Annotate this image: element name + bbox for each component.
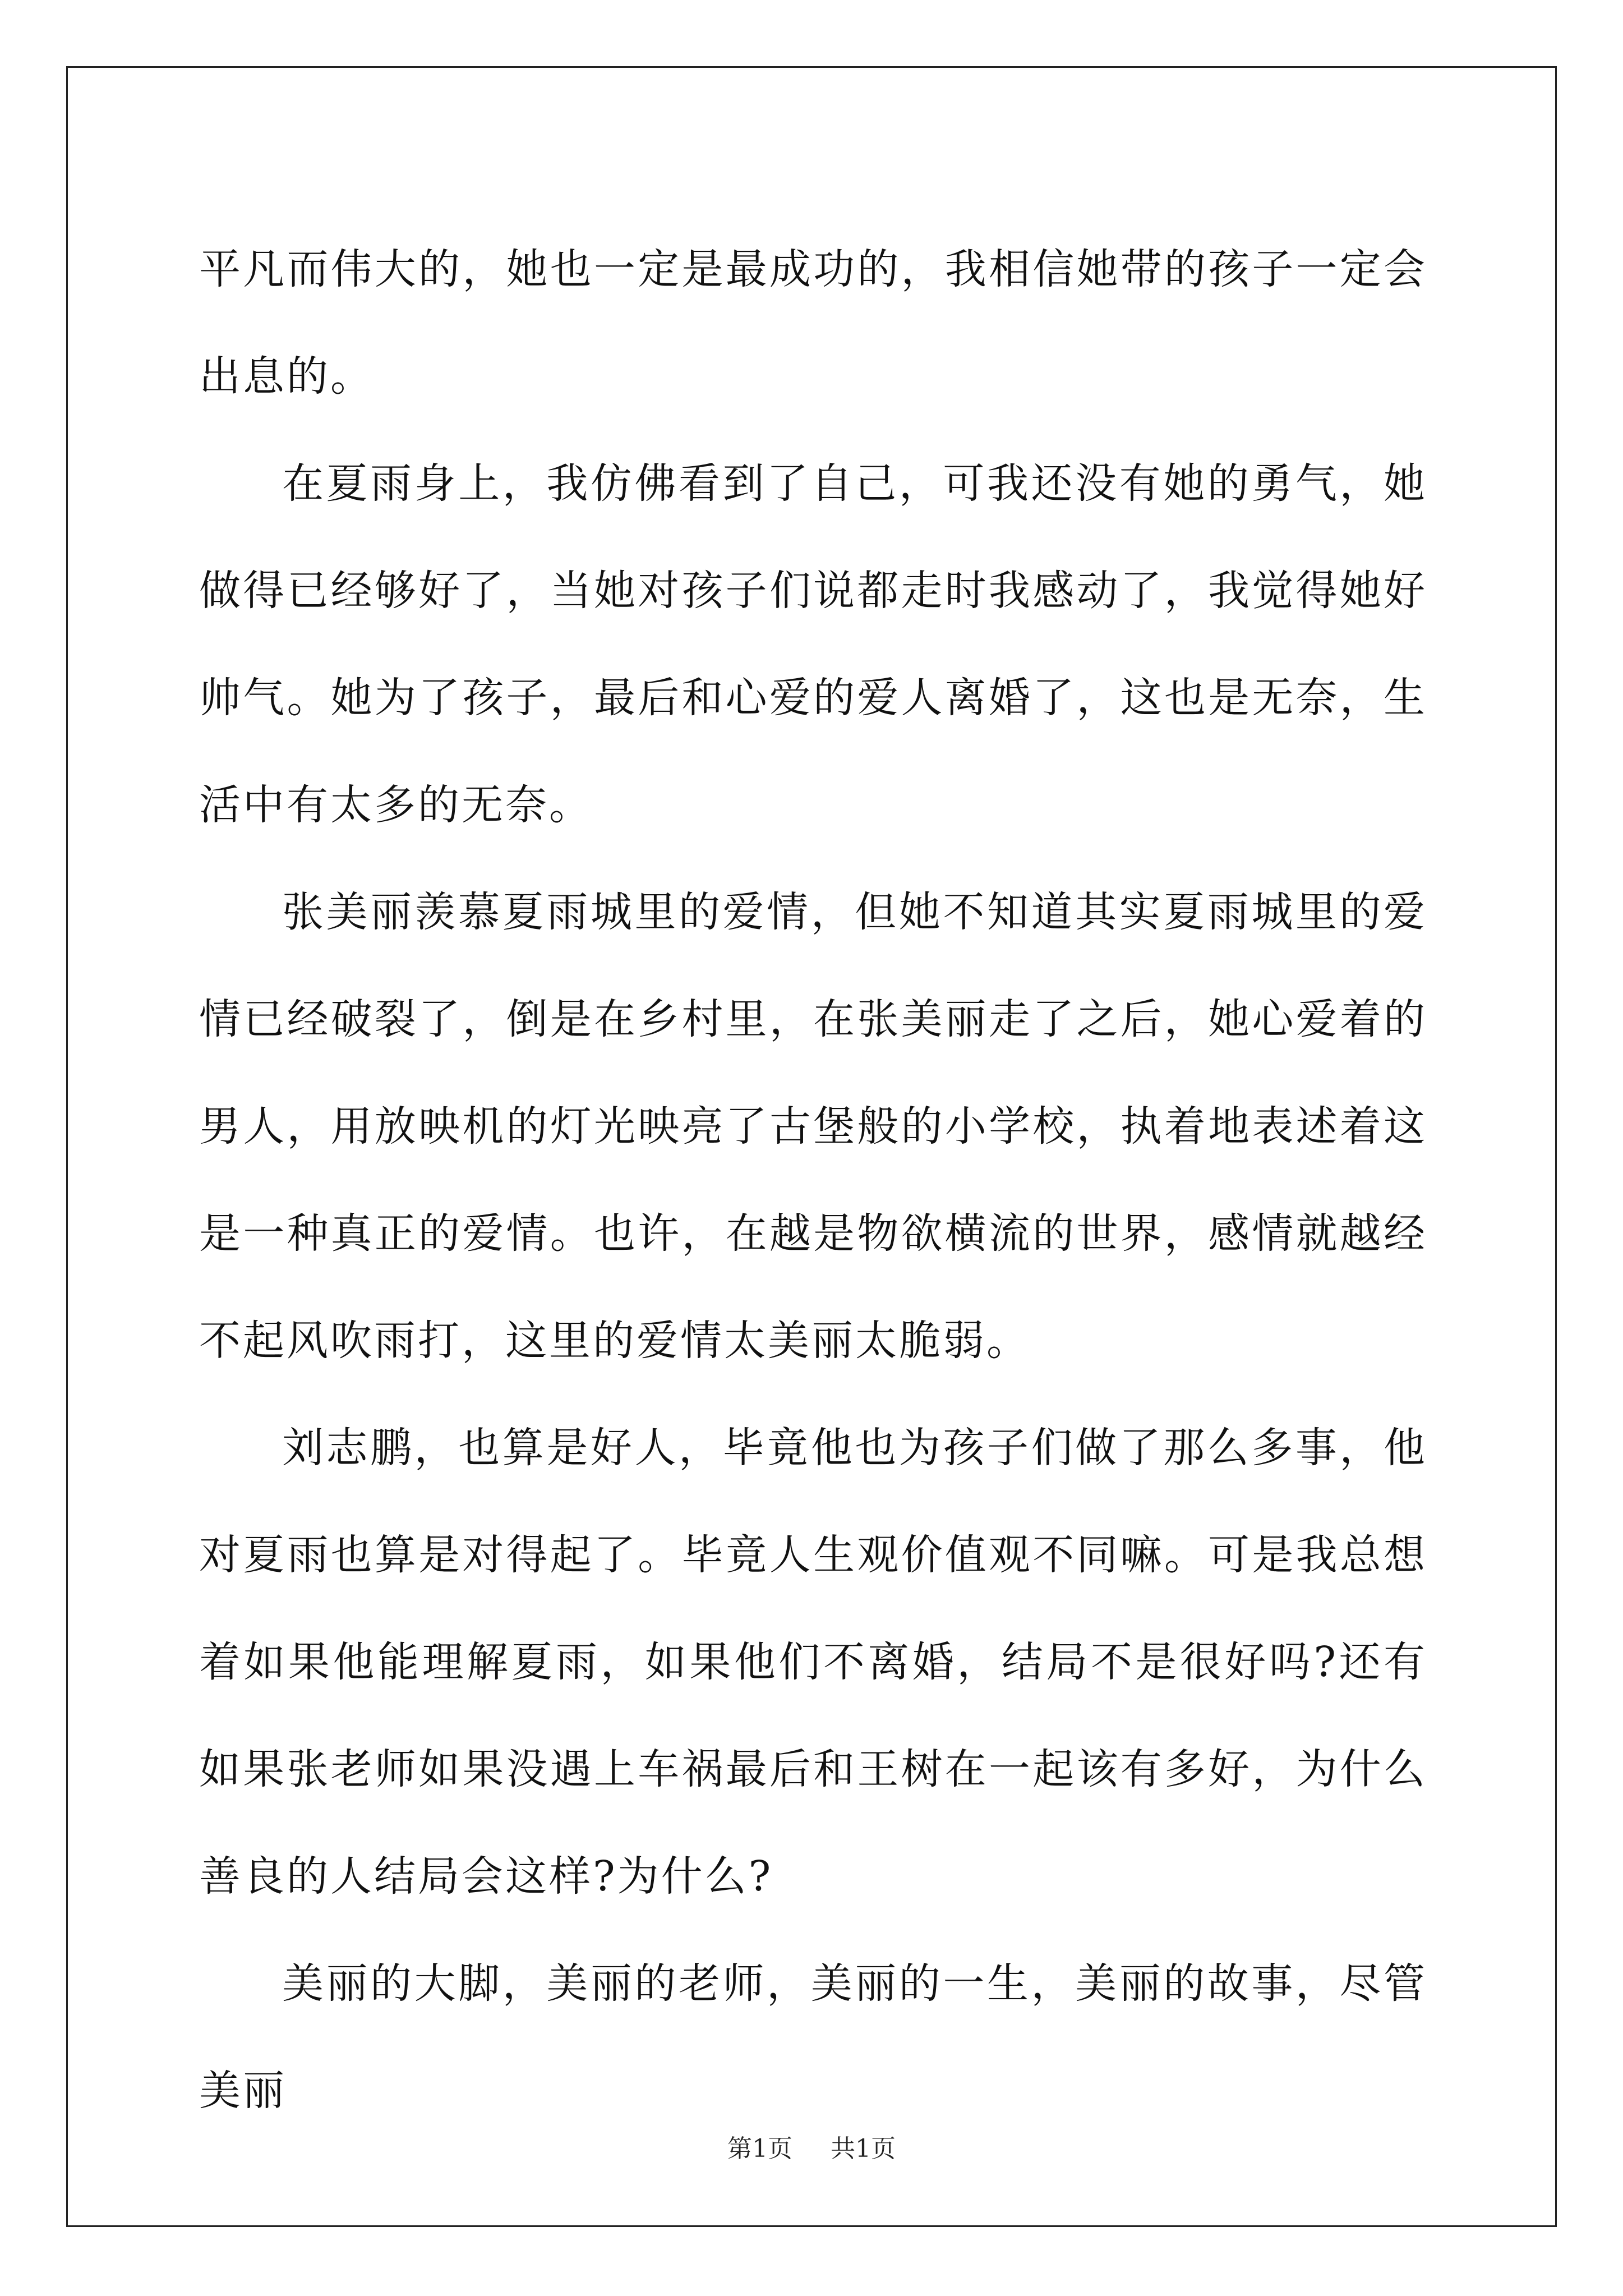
paragraph: 美丽的大脚，美丽的老师，美丽的一生，美丽的故事，尽管美丽 — [199, 1959, 1427, 2115]
paragraph: 在夏雨身上，我仿佛看到了自己，可我还没有她的勇气，她做得已经够好了，当她对孩子们说都走时我感动了，我觉得她好帅气。她为了孩子，最后和心爱的爱人离婚了，这也是无奈，生活中有太多的无奈。 — [199, 459, 1427, 829]
document-body — [199, 216, 1427, 2145]
page-number: 第1页 — [727, 2134, 792, 2163]
paragraph: 刘志鹏，也算是好人，毕竟他也为孩子们做了那么多事，他对夏雨也算是对得起了。毕竟人生观价值观不同嘛。可是我总想着如果他能理解夏雨，如果他们不离婚，结局不是很好吗?还有如果张老师如果没遇上车祸最后和王树在一起该有多好，为什么善良的人结局会这样?为什么? — [199, 1424, 1427, 1901]
page-total: 共1页 — [831, 2134, 896, 2163]
page-footer — [0, 2128, 1623, 2164]
paragraph: 张美丽羡慕夏雨城里的爱情，但她不知道其实夏雨城里的爱情已经破裂了，倒是在乡村里，在张美丽走了之后，她心爱着的男人，用放映机的灯光映亮了古堡般的小学校，执着地表述着这是一种真正的爱情。也许，在越是物欲横流的世界，感情就越经不起风吹雨打，这里的爱情太美丽太脆弱。 — [199, 888, 1427, 1365]
paragraph: 平凡而伟大的，她也一定是最成功的，我相信她带的孩子一定会出息的。 — [199, 245, 1427, 401]
